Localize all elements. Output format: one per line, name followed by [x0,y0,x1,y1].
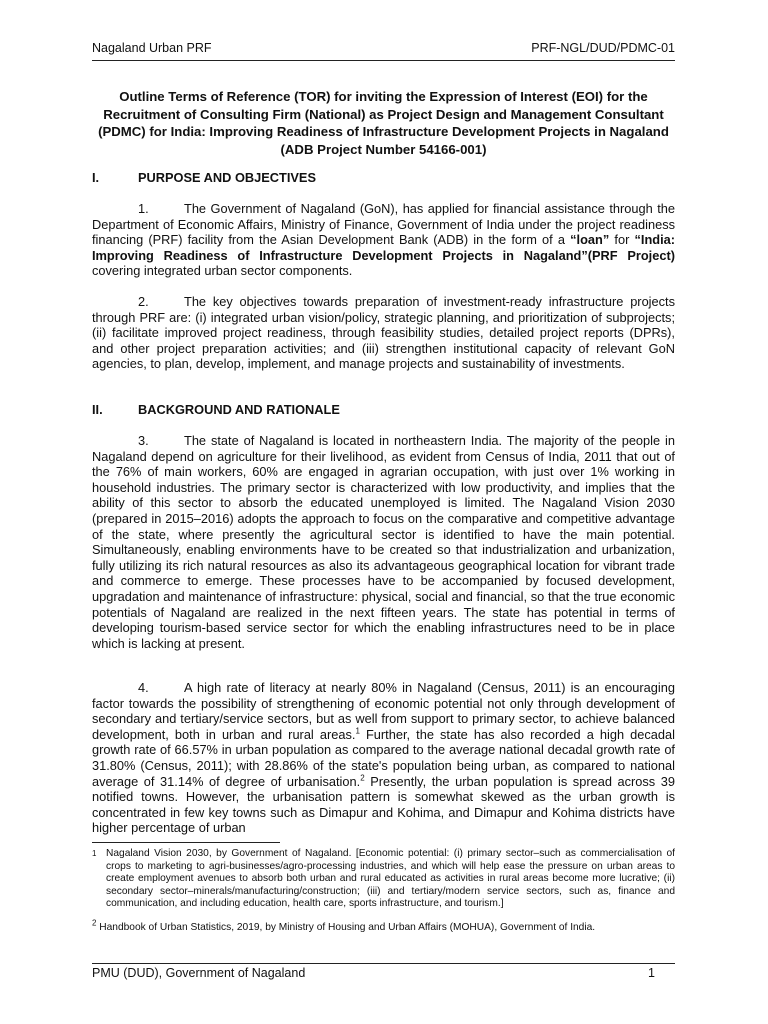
paragraph-number: 3. [138,433,149,448]
paragraph-text: Further, the state has also recorded a high decadal growth rate of 66.57% in urban population as compared to the average national decadal growth rate of 31.80% (Census, 2011); with 28.86% of the state's population being urban, as compared to national average of 31.14% of degree of urbanisation. [92,726,675,789]
section-number: I. [92,170,100,185]
header-right: PRF-NGL/DUD/PDMC-01 [531,41,675,55]
footnote-2 [92,918,675,935]
section-title: BACKGROUND AND RATIONALE [138,402,340,417]
paragraph-text: A high rate of literacy at nearly 80% in Nagaland (Census, 2011) is an encouraging factor towards the possibility of strengthening of economic potential not only through development of secondary and tertiary/service sectors, but as well from support to primary sector, to achieve balanced development, both in urban and rural areas. [92,680,675,742]
paragraph-bold: “India: Improving Readiness of Infrastructure Development Projects in Nagaland”(PRF Project) [92,232,676,263]
paragraph-text: covering integrated urban sector components. [92,263,353,279]
footnote-text: Handbook of Urban Statistics, 2019, by Ministry of Housing and Urban Affairs (MOHUA), Government of India. [96,922,596,933]
paragraph-text: The state of Nagaland is located in northeastern India. The majority of the people in Nagaland depend on agriculture for their livelihood, as evident from Census of India, 2011 that out of the 76% of main workers, 60% are engaged in agrarian occupation, with just over 1% working in household industries. The primary sector is characterized with low productivity, and implies that the ability of this sector to absorb the educated unemployed is limited. The Nagaland Vision 2030 (prepared in 2015–2016) adopts the approach to focus on the comparative and competitive advantage of the state, where presently the agricultural sector is identified to have the main potential. Simultaneously, enabling environments have to be created so that industrialization and urbanization, fully utilizing its rich natural resources as also its advantageous geographical location for vibrant trade and commerce to emerge. These processes have to be accompanied by focused development, upgradation and maintenance of infrastructure: physical, social and financial, so that the true economic potentials of Nagaland are realized in the next fifteen years. The state has potential in terms of developing tourism-based service sector for which the enabling infrastructures need to be in place which is lacking at present. [92,433,675,651]
footnote-ref-1[interactable]: 1 [355,726,360,736]
footnote-divider [92,842,280,843]
footnote-mark: 1 [92,849,97,858]
document-title: Outline Terms of Reference (TOR) for inviting the Expression of Interest (EOI) for the Recruitment of Consulting Firm (National) as Project Design and Management Consultant (PDMC) for India: Improving Readiness of Infrastructure Development Projects in Nagaland (ADB Project Number 54166-001) [98,89,669,157]
section-title: PURPOSE AND OBJECTIVES [138,170,317,185]
header-left: Nagaland Urban PRF [92,41,212,55]
paragraph-number: 4. [138,680,149,695]
footer-divider [92,963,675,964]
header-divider [92,60,675,61]
section-heading-1 [92,170,316,185]
paragraph-number: 2. [138,294,149,309]
paragraph-2 [92,294,675,372]
footnote-1 [92,848,675,911]
page-footer [92,966,675,980]
section-number: II. [92,402,103,417]
paragraph-number: 1. [138,201,149,216]
page-header [92,41,675,55]
footnote-ref-2[interactable]: 2 [360,773,365,783]
paragraph-bold: “loan” [570,232,610,248]
section-heading-2 [92,402,340,417]
paragraph-text: Presently, the urban population is spread across 39 notified towns. However, the urbanisation pattern is somewhat skewed as the urban growth is concentrated in few key towns such as Dimapur and Kohima, and Dimapur and Kohima districts have higher percentage of urban [92,773,675,836]
paragraph-text: for [609,232,635,248]
paragraph-text: The key objectives towards preparation of investment-ready infrastructure projects through PRF are: (i) integrated urban vision/policy, strategic planning, and prioritization of subprojects;(ii) facilitate improved project readiness, through feasibility studies, detailed project reports (DPRs), and other project preparation activities; and (iii) strengthen institutional capacity of relevant GoN agencies, to plan, develop, implement, and manage projects and sustainability of investments. [92,294,675,372]
page-number: 1 [648,966,655,980]
footer-left: PMU (DUD), Government of Nagaland [92,966,306,980]
paragraph-1 [92,201,675,279]
paragraph-4 [92,680,675,836]
footnote-mark: 2 [92,918,97,928]
paragraph-3 [92,433,675,651]
paragraph-text: The Government of Nagaland (GoN), has applied for financial assistance through the Department of Economic Affairs, Ministry of Finance, Government of India under the project readiness financing (PRF) facility from the Asian Development Bank (ADB) in the form of a [92,201,675,248]
footnote-text: Nagaland Vision 2030, by Government of Nagaland. [Economic potential: (i) primary sector–such as commercialisation of crops to marketing to agri-businesses/agro-processing industries, and which will help ease the pressure on urban areas to create employment avenues to absorb both urban and rural educated as activities in rural areas become more lucrative; (ii) secondary sector–minerals/manufacturing/construction; (iii) and tertiary/modern service sectors, such as, finance and communication, and including education, health care, sports infrastructure, and tourism.] [106,848,675,910]
